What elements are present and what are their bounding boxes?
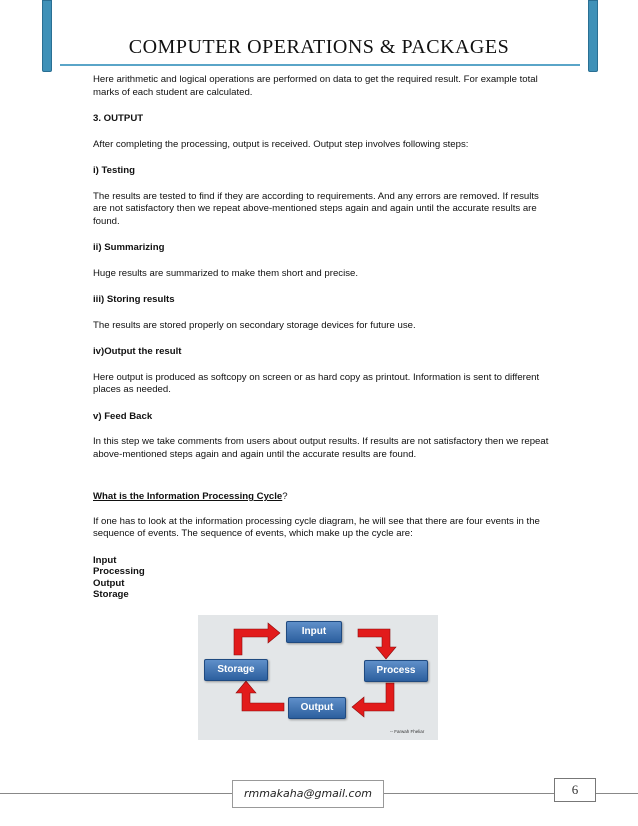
arrow-output-to-storage (236, 681, 284, 711)
arrow-storage-to-input (234, 623, 280, 655)
output-paragraph: After completing the processing, output is received. Output step involves following steps: (93, 138, 469, 150)
processing-cycle-diagram (198, 615, 438, 740)
cycle-paragraph: If one has to look at the information processing cycle diagram, he will see that there are four events in the sequence of events. The sequence of events, which make up the cycle are: (93, 515, 540, 539)
document-body (93, 74, 553, 601)
node-process: Process (364, 660, 428, 682)
cycle-question-line (93, 491, 553, 504)
page-header-title: COMPUTER OPERATIONS & PACKAGES (128, 36, 510, 58)
storing-heading: iii) Storing results (93, 294, 175, 305)
intro-paragraph: Here arithmetic and logical operations are performed on data to get the required result. For example total marks of each student are calculated. (93, 74, 538, 98)
output-result-heading: iv)Output the result (93, 346, 182, 357)
list-item: Input (93, 554, 117, 566)
output-result-paragraph: Here output is produced as softcopy on screen or as hard copy as printout. Information is sent to different places as needed. (93, 371, 540, 395)
storing-paragraph: The results are stored properly on secondary storage devices for future use. (93, 319, 416, 331)
testing-heading: i) Testing (93, 165, 135, 176)
feedback-heading: v) Feed Back (93, 410, 153, 422)
list-item: Processing (93, 566, 145, 577)
node-input: Input (286, 621, 342, 643)
summarizing-paragraph: Huge results are summarized to make them short and precise. (93, 267, 359, 279)
cycle-question: What is the Information Processing Cycle (93, 491, 283, 502)
page-number: 6 (554, 778, 596, 802)
node-storage: Storage (204, 659, 268, 681)
feedback-paragraph: In this step we take comments from users about output results. If results are not satisfactory then we repeat above-mentioned steps again and again until the accurate results are found. (93, 436, 549, 460)
cycle-question-mark: ? (282, 491, 288, 502)
arrow-process-to-output (352, 683, 394, 717)
summarizing-heading: ii) Summarizing (93, 242, 165, 253)
cycle-steps-list (93, 555, 553, 601)
list-item: Output (93, 577, 125, 589)
footer-email: rmmakaha@gmail.com (232, 780, 384, 808)
testing-paragraph: The results are tested to find if they are according to requirements. And any errors are removed. If results are not satisfactory then we repeat above-mentioned steps again and again until the accurate results are found. (93, 190, 539, 227)
arrow-input-to-process (358, 629, 396, 659)
node-output: Output (288, 697, 346, 719)
header-rule (60, 64, 580, 66)
diagram-credit: -- Farwah Fheliar (390, 729, 425, 734)
list-item: Storage (93, 589, 129, 600)
output-heading: 3. OUTPUT (93, 113, 144, 124)
